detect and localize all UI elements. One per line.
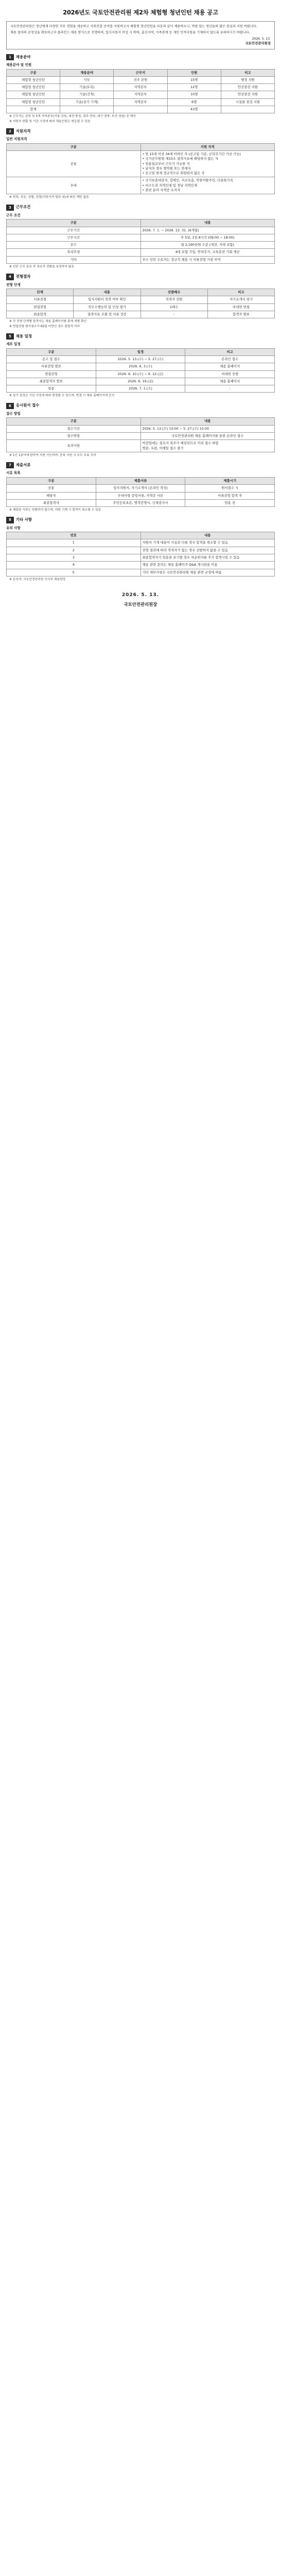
table-cell: 서류전형 발표 [7,363,96,370]
table-cell: 기술(건축) [60,91,114,98]
table-cell: 6명 [167,98,221,106]
table-header-row [7,219,275,227]
table-row [7,385,275,393]
table-cell: 채용 홈페이지 [185,378,275,385]
table-header-row [7,69,275,76]
table-header-row [7,532,275,539]
table-cell: 지원서 기재 내용이 사실과 다를 경우 합격을 취소할 수 있음 [140,539,275,547]
intro-paragraph: 국토안전관리원은 청년에게 다양한 직무 경험을 제공하고 사회진출 준비를 지원하고자 체험형 청년인턴을 다음과 같이 채용하오니, 역량 있는 청년들의 많은 관심과 지원 바랍니다. [10,24,257,28]
table-cell: 유의사항 [7,440,141,452]
table-cell: 기타 세부사항은 국토안전관리원 채용 관련 규정에 따름 [140,569,275,576]
info-table [6,417,275,452]
table-cell: 공고 및 접수 [7,355,96,363]
table-cell: 5 [7,569,141,576]
section-heading [6,274,275,280]
section-heading [6,403,275,409]
table-cell: 복리후생 [7,249,141,256]
table-cell: 서류전형 합격 후 [185,492,275,499]
table-row [7,106,275,113]
section-heading [6,517,275,523]
table-cell: 접수방법 [7,433,141,440]
table-row [7,249,275,256]
section-title: 전형절차 [15,274,31,279]
table-header-cell: 비고 [207,289,274,296]
table-header-cell: 선발배수 [140,289,207,296]
table-header-cell: 내용 [74,289,140,296]
subsection-heading: 채용분야 및 인원 [6,63,32,67]
table-cell: 최종합격 [7,311,74,318]
table-row [7,569,275,576]
document-title: 2026년도 국토안전관리원 제2차 체험형 청년인턴 채용 공고 [63,9,218,16]
table-cell: 안전점검 지원 [221,91,274,98]
table-cell: 기타 [7,256,141,263]
table-cell: 3 [7,554,141,561]
table-cell: 4 [7,562,141,569]
table-cell: 온라인 접수 [185,355,275,363]
table-row [7,296,275,303]
table-cell: 임용 전 [185,499,275,506]
info-table [6,348,275,393]
footer-org: 국토안전관리원장 [124,602,157,607]
table-cell: 체험형 청년인턴 [7,98,60,106]
footer-date: 2026. 5. 13. [121,592,160,598]
table-cell: - [140,311,207,318]
table-row [7,98,275,106]
table-cell: 43명 [167,106,221,113]
table-cell: 지역본부 [114,98,167,106]
table-cell: 마감일에는 접속자 폭주가 예상되므로 미리 접수 바람 방문, 우편, 이메일 접수 불가 [140,440,275,452]
table-row [7,234,275,241]
info-table [6,477,275,507]
table-cell: 원서접수 시 [185,485,275,492]
section-number: 2 [6,128,14,134]
section [6,517,275,582]
table-cell: 임용 [7,385,96,393]
table-cell: 입사지원서, 자기소개서 (온라인 작성) [96,485,185,492]
table-cell: 채용 홈페이지 [185,363,275,370]
table-cell: 체험형 청년인턴 [7,84,60,91]
table-cell: 최종합격자가 임용을 포기할 경우 차순위자를 추가 합격시킬 수 있음 [140,554,275,561]
sections-container [6,54,275,582]
table-row [7,554,275,561]
table-cell: 10명 [167,91,221,98]
table-row [7,84,275,91]
table-row [7,433,275,440]
table-cell: 2026. 5. 13.(수) 10:00 ~ 5. 27.(수) 15:00 [140,425,275,432]
table-header-cell: 구분 [7,219,141,227]
section-title: 기타 사항 [15,517,32,522]
table-header-cell: 구분 [7,418,141,425]
table-cell: 2026. 6. 19.(금) [96,378,185,385]
table-cell: 2 [7,547,141,554]
table-note: ※ 지원자 현황 및 기관 사정에 따라 채용인원은 변동될 수 있음 [9,120,91,123]
table-row [7,378,275,385]
table-cell: 안전점검 지원 [221,84,274,91]
table-row [7,227,275,234]
table-cell: 15명 [167,76,221,83]
section-heading [6,205,275,211]
section-number: 6 [6,403,14,409]
table-cell: 우대사항 증빙서류, 자격증 사본 [96,492,185,499]
section [6,128,275,200]
table-cell: 시설물 점검 지원 [221,98,274,106]
table-cell: 4대 보험 가입, 연차휴가, 교육훈련 기회 제공 [140,249,275,256]
intro-date: 2026. 5. 13. [252,37,271,41]
table-cell: 2026. 5. 13.(수) ~ 5. 27.(수) [96,355,185,363]
table-cell: 행정 지원 [221,76,274,83]
table-cell: 주민등록초본, 병적증명서, 신체검사서 [96,499,185,506]
table-cell: 근무시간 [7,234,141,241]
table-header-cell: 일정 [96,348,185,355]
table-note: ※ 학력, 전공, 성별, 연령(지원자격 범위 내)에 따른 제한 없음 [9,196,89,199]
subsection-heading: 근무 조건 [6,213,21,217]
table-cell: 근무기간 [7,227,141,234]
table-cell: 우대 [7,177,141,194]
table-row [7,311,275,318]
table-header-cell: 근무지 [114,69,167,76]
table-row [7,303,275,311]
section [6,333,275,398]
table-row [7,539,275,547]
table-row [7,355,275,363]
table-note: ※ 인턴 근무 종료 후 정규직 전환을 보장하지 않음 [9,265,74,269]
table-header-cell: 지원 자격 [140,143,275,150]
table-header-row [7,348,275,355]
table-cell: 해당자 [7,492,96,499]
table-note: ※ 상기 일정은 기관 사정에 따라 변경될 수 있으며, 변경 시 채용 홈페이지에 공지 [9,394,115,398]
table-cell: 사무 [60,76,114,83]
table-row [7,91,275,98]
info-table [6,289,275,318]
table-cell: 면접전형 [7,303,74,311]
info-table [6,69,275,114]
subsection-heading: 접수 방법 [6,411,21,416]
table-note: ※ 문의처: 국토안전관리원 인사부 채용담당 [9,578,66,581]
table-header-cell: 구분 [7,69,60,76]
table-header-cell: 내용 [140,219,275,227]
section-heading [6,333,275,340]
table-cell: 우수 인턴 수료자는 정규직 채용 시 서류전형 가점 부여 [140,256,275,263]
table-cell: 국토안전관리원 채용 홈페이지를 통한 온라인 접수 [140,433,275,440]
table-header-row [7,418,275,425]
table-header-cell: 번호 [7,532,141,539]
table-cell: 비대면 면접 [207,303,274,311]
table-row [7,440,275,452]
table-header-cell: 채용분야 [60,69,114,76]
table-cell: 체험형 청년인턴 [7,76,60,83]
section-number: 8 [6,517,14,523]
section [6,403,275,457]
table-cell: 2026. 7. 1. ~ 2026. 12. 31. (6개월) [140,227,275,234]
section-heading [6,128,275,134]
table-header-cell: 단계 [7,289,74,296]
table-cell: 결격사유 조회 및 서류 검증 [74,311,140,318]
table-cell: 2026. 7. 1.(수) [96,385,185,393]
table-cell: 전형 결과에 따라 적격자가 없는 경우 선발하지 않을 수 있음 [140,547,275,554]
table-note: ※ 면접전형 평가점수가 60점 미만인 경우 불합격 처리 [9,325,80,328]
table-row [7,562,275,569]
section-number: 4 [6,274,14,280]
table-cell: 월 2,190천원 수준 (세전, 식대 포함) [140,242,275,249]
subsection-heading: 유의 사항 [6,526,21,530]
intro-paragraph: 채용 절차의 공정성을 확보하고자 블라인드 채용 방식으로 진행하며, 입사지원서 작성 시 학력, 출신지역, 가족관계 등 개인 인적사항을 기재하지 않도록 유의하시기 바랍니다. [10,30,250,35]
table-cell: 합격자 발표 [207,311,274,318]
section-heading [6,462,275,468]
table-row [7,499,275,506]
table-cell: 접수기간 [7,425,141,432]
table-cell: 보수 [7,242,141,249]
table-header-cell: 제출서류 [96,477,185,484]
table-cell: 자기소개서 평가 [207,296,274,303]
table-row [7,76,275,83]
table-note: ※ 근무지는 본원 및 5개 지역본부(서울·강원, 대전·충청, 광주·전라, 대구·경북, 부산·경남) 중 배치 [9,115,136,118]
table-header-cell: 내용 [140,418,275,425]
table-cell: 최종합격자 발표 [7,378,96,385]
table-cell: 최종합격자 [7,499,96,506]
table-cell: 서류전형 [7,296,74,303]
table-header-cell: 인원 [167,69,221,76]
section [6,462,275,512]
section-title: 근무조건 [15,205,31,210]
table-cell: 합계 [7,106,60,113]
table-cell: 2026. 6. 10.(수) ~ 6. 12.(금) [96,370,185,378]
table-cell: 공통 [7,151,141,177]
table-cell: 기술(토목) [60,84,114,91]
table-cell: 주 5일, 1일 8시간 (09:00 ~ 18:00) [140,234,275,241]
table-row [7,547,275,554]
info-table [6,219,275,264]
table-row [7,151,275,177]
table-header-cell: 제출시기 [185,477,275,484]
table-header-cell: 구분 [7,348,96,355]
table-header-cell: 구분 [7,477,96,484]
section-title: 응시원서 접수 [15,403,40,408]
subsection-heading: 서류 목록 [6,471,21,476]
table-cell: 2026. 6. 3.(수) [96,363,185,370]
table-row [7,256,275,263]
table-header-row [7,143,275,150]
table-header-cell: 구분 [7,143,141,150]
section-number: 5 [6,333,14,340]
intro-org: 국토안전관리원장 [245,41,271,46]
table-row [7,485,275,492]
table-header-cell: 비고 [185,348,275,355]
table-row [7,492,275,499]
section-heading [6,54,275,60]
table-cell: 체험형 청년인턴 [7,91,60,98]
table-cell: 공통 [7,485,96,492]
table-cell: 1배수 [140,303,207,311]
table-header-cell: 비고 [221,69,274,76]
table-cell: 진주 본원 [114,76,167,83]
table-cell: 지역본부 [114,91,167,98]
table-row [7,242,275,249]
table-cell: 12명 [167,84,221,91]
section-title: 채용분야 [15,54,31,59]
subsection-heading: 일반 지원자격 [6,137,27,142]
subsection-heading: 전형 단계 [6,282,21,287]
table-row [7,425,275,432]
table-note: ※ 제출된 서류는 반환하지 않으며, 허위 기재 시 합격이 취소될 수 있음 [9,509,101,512]
table-cell: 입사지원서 적격 여부 확인 [74,296,140,303]
table-header-row [7,477,275,484]
table-row [7,370,275,378]
table-cell [221,106,274,113]
table-cell: 지역본부 [114,84,167,91]
table-cell: 면접전형 [7,370,96,378]
section [6,274,275,329]
table-row [7,177,275,194]
section-number: 3 [6,205,14,211]
table-cell: • 만 15세 이상 34세 이하인 자 (공고일 기준, 군복무기간 가산 가능) • 국가공무원법 제33조 결격사유에 해당하지 않는 자 • 임용일로부터 근무가 가능한 자 • 남자의 경우 병역필 또는 면제자 • 공고일 현재 정규직으로 취업하지 않은 자 [140,151,275,177]
table-cell: • 국가보훈대상자, 장애인, 저소득층, 북한이탈주민, 다문화가족 • 비수도권 지역인재 및 경남 지역인재 • 관련 분야 자격증 소지자 [140,177,275,194]
table-cell: 비대면 진행 [185,370,275,378]
info-table [6,532,275,577]
section-number: 7 [6,462,14,468]
section-title: 채용 일정 [15,333,32,338]
section-title: 제출서류 [15,462,31,467]
subsection-heading: 세부 일정 [6,342,21,347]
table-header-cell: 내용 [140,532,275,539]
section [6,205,275,269]
table-note: ※ 1인 1분야에 한하여 지원 가능하며, 중복 지원 시 모두 무효 처리 [9,453,96,457]
table-cell: 채용 관련 문의는 채용 홈페이지 Q&A 게시판을 이용 [140,562,275,569]
table-cell: 1 [7,539,141,547]
table-note: ※ 각 전형 단계별 합격자는 채용 홈페이지를 통해 개별 확인 [9,320,87,324]
section [6,54,275,124]
intro-box [6,21,275,49]
table-cell: 직무수행능력 및 인성 평가 [74,303,140,311]
info-table [6,143,275,195]
table-row [7,363,275,370]
table-cell [60,106,114,113]
section-number: 1 [6,54,14,60]
table-header-row [7,289,275,296]
table-cell: 기술(전기·기계) [60,98,114,106]
table-cell [114,106,167,113]
table-cell: - [185,385,275,393]
section-title: 지원자격 [15,128,31,133]
table-cell: 적격자 전원 [140,296,207,303]
